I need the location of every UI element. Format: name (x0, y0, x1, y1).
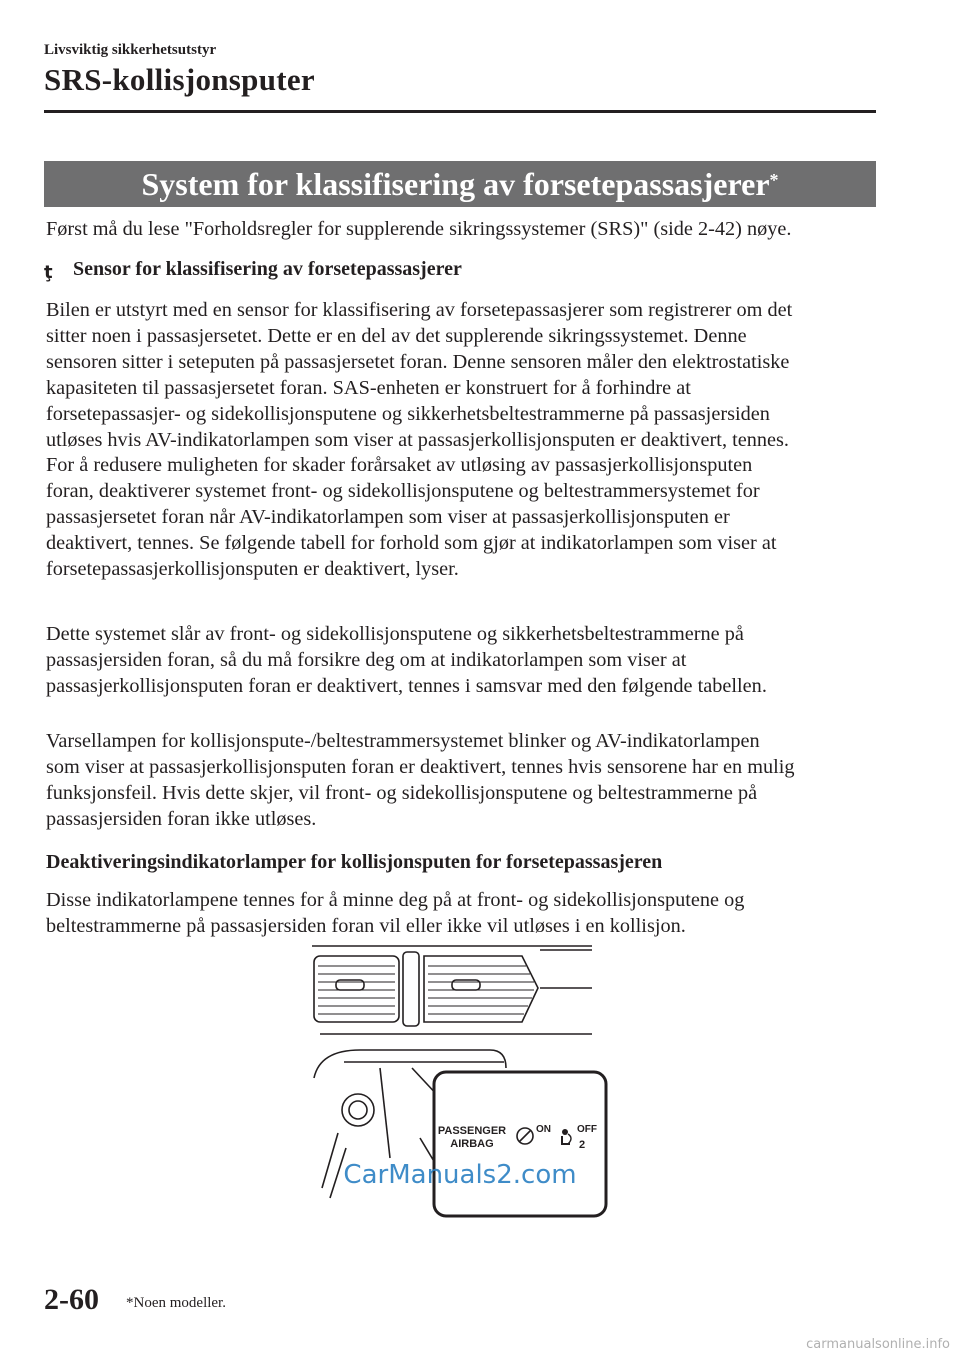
right-vent-slats (428, 966, 534, 1014)
overlay-watermark: CarManuals2.com (343, 1160, 577, 1190)
footnote: *Noen modeller. (126, 1295, 226, 1311)
knob-inner (349, 1101, 367, 1119)
page-number: 2-60 (44, 1283, 99, 1316)
intro-paragraph: Først må du lese "Forholdsregler for supplerende sikringssystemer (SRS)" (side 2-42) nøye. (46, 218, 792, 240)
banner-footnote-marker: * (769, 169, 779, 190)
header-rule (44, 110, 876, 113)
center-divider (403, 952, 419, 1026)
knob-outer (342, 1094, 374, 1126)
indicator-illustration (300, 938, 620, 1228)
sensor-paragraph-2: Dette systemet slår av front- og sidekollisjonsputene og sikkerhetsbeltestrammerne på passasjersiden foran, så du må forsikre deg om at indikatorlampen som viser at passasjerkollisjonsputen foran er deaktivert, tennes i samsvar med den følgende tabellen. (46, 623, 767, 697)
sensor-heading: Sensor for klassifisering av forsetepassasjerer (73, 258, 462, 280)
chapter-title: SRS-kollisjonsputer (44, 62, 315, 97)
off-sub-label: 2 (579, 1139, 586, 1151)
section-label: Livsviktig sikkerhetsutstyr (44, 42, 217, 58)
indicator-heading: Deaktiveringsindikatorlamper for kollisjonsputen for forsetepassasjeren (46, 851, 663, 873)
on-label: ON (536, 1124, 551, 1135)
section-bullet-icon: ţ (44, 262, 53, 283)
site-watermark: carmanualsonline.info (806, 1337, 950, 1352)
sensor-paragraph-3: Varsellampen for kollisjonspute-/beltestrammersystemet blinker og AV-indikatorlampen som viser at passasjerkollisjonsputen foran er deaktivert, tennes hvis sensorene har en mulig funksjonsfeil. Hvis dette skjer, vil front- og sidekollisjonsputene og beltestrammerne på passasjersiden foran ikke utløses. (46, 730, 795, 830)
sensor-paragraph-1: Bilen er utstyrt med en sensor for klassifisering av forsetepassasjerer som registrerer om det sitter noen i passasjersetet. Dette er en del av det supplerende sikringssystemet. Denne sensoren sitter i seteputen på passasjersetet foran. Denne sensoren måler den elektrostatiske kapasiteten til passasjersetet foran. SAS-enheten er konstruert for å forhindre at forsetepassasjer- og sidekollisjonsputene og sikkerhetsbeltestrammerne på passasjersiden utløses hvis AV-indikatorlampen som viser at passasjerkollisjonsputen er deaktivert, tennes. For å redusere muligheten for skader forårsaket av utløsing av passasjerkollisjonsputen foran, deaktiverer systemet front- og sidekollisjonsputene og beltestrammersystemet for passasjersetet foran når AV-indikatorlampen som viser at passasjerkollisjonsputen er deaktivert, tennes. Se følgende tabell for forhold som gjør at indikatorlampen som viser at forsetepassasjerkollisjonsputen er deaktivert, lyser. (46, 299, 793, 581)
indicator-paragraph: Disse indikatorlampene tennes for å minne deg på at front- og sidekollisjonsputene og beltestrammerne på passasjersiden foran vil eller ikke vil utløses i en kollisjon. (46, 889, 745, 937)
section-banner (44, 161, 876, 207)
passenger-label: PASSENGER (437, 1125, 507, 1137)
off-label: OFF (577, 1124, 597, 1135)
airbag-label: AIRBAG (450, 1138, 494, 1150)
banner-title: System for klassifisering av forsetepassasjerer (141, 165, 770, 202)
